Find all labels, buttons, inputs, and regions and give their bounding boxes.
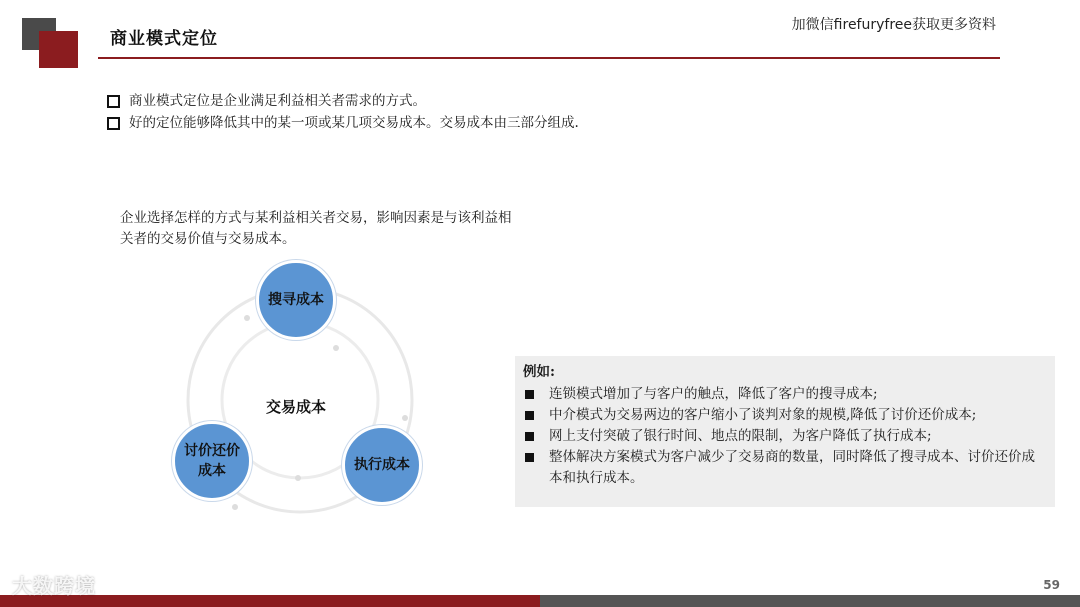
title-divider bbox=[98, 57, 1000, 59]
example-list bbox=[523, 384, 1045, 489]
cycle-diagram bbox=[160, 255, 460, 535]
example-text: 网上支付突破了银行时间、地点的限制，为客户降低了执行成本; bbox=[549, 428, 932, 444]
square-bullet-icon bbox=[525, 432, 534, 441]
example-box bbox=[515, 356, 1055, 507]
slide-title: 商业模式定位 bbox=[110, 29, 218, 49]
example-item bbox=[523, 384, 1045, 405]
arc-dot bbox=[295, 475, 301, 481]
bullet-list bbox=[107, 90, 579, 134]
example-item bbox=[523, 426, 1045, 447]
node-execution-cost: 执行成本 bbox=[342, 425, 422, 505]
example-heading: 例如: bbox=[523, 364, 555, 380]
bullet-item bbox=[107, 112, 579, 134]
watermark-logo: 大数跨境 bbox=[12, 574, 96, 598]
example-item bbox=[523, 447, 1045, 489]
bullet-text: 好的定位能够降低其中的某一项或某几项交易成本。交易成本由三部分组成. bbox=[129, 115, 579, 131]
footer-bar-gray bbox=[540, 595, 1080, 607]
checkbox-bullet-icon bbox=[107, 95, 120, 108]
square-bullet-icon bbox=[525, 453, 534, 462]
bullet-text: 商业模式定位是企业满足利益相关者需求的方式。 bbox=[129, 93, 426, 109]
node-search-cost: 搜寻成本 bbox=[256, 260, 336, 340]
intro-paragraph: 企业选择怎样的方式与某利益相关者交易，影响因素是与该利益相关者的交易价值与交易成本。 bbox=[120, 210, 512, 247]
square-bullet-icon bbox=[525, 390, 534, 399]
example-item bbox=[523, 405, 1045, 426]
arc-dot bbox=[232, 504, 238, 510]
page-number: 59 bbox=[1043, 578, 1060, 592]
example-text: 中介模式为交易两边的客户缩小了谈判对象的规模,降低了讨价还价成本; bbox=[549, 407, 977, 423]
checkbox-bullet-icon bbox=[107, 117, 120, 130]
logo-square-red bbox=[39, 31, 78, 68]
bullet-item bbox=[107, 90, 579, 112]
example-text: 连锁模式增加了与客户的触点，降低了客户的搜寻成本; bbox=[549, 386, 878, 402]
example-text: 整体解决方案模式为客户减少了交易商的数量，同时降低了搜寻成本、讨价还价成本和执行成本。 bbox=[549, 449, 1035, 486]
arc-dot bbox=[244, 315, 250, 321]
center-label: 交易成本 bbox=[266, 398, 327, 416]
arc-dot bbox=[333, 345, 339, 351]
arc-dot bbox=[402, 415, 408, 421]
promo-text: 加微信firefuryfree获取更多资料 bbox=[791, 17, 996, 33]
node-bargaining-cost: 讨价还价成本 bbox=[172, 421, 252, 501]
square-bullet-icon bbox=[525, 411, 534, 420]
